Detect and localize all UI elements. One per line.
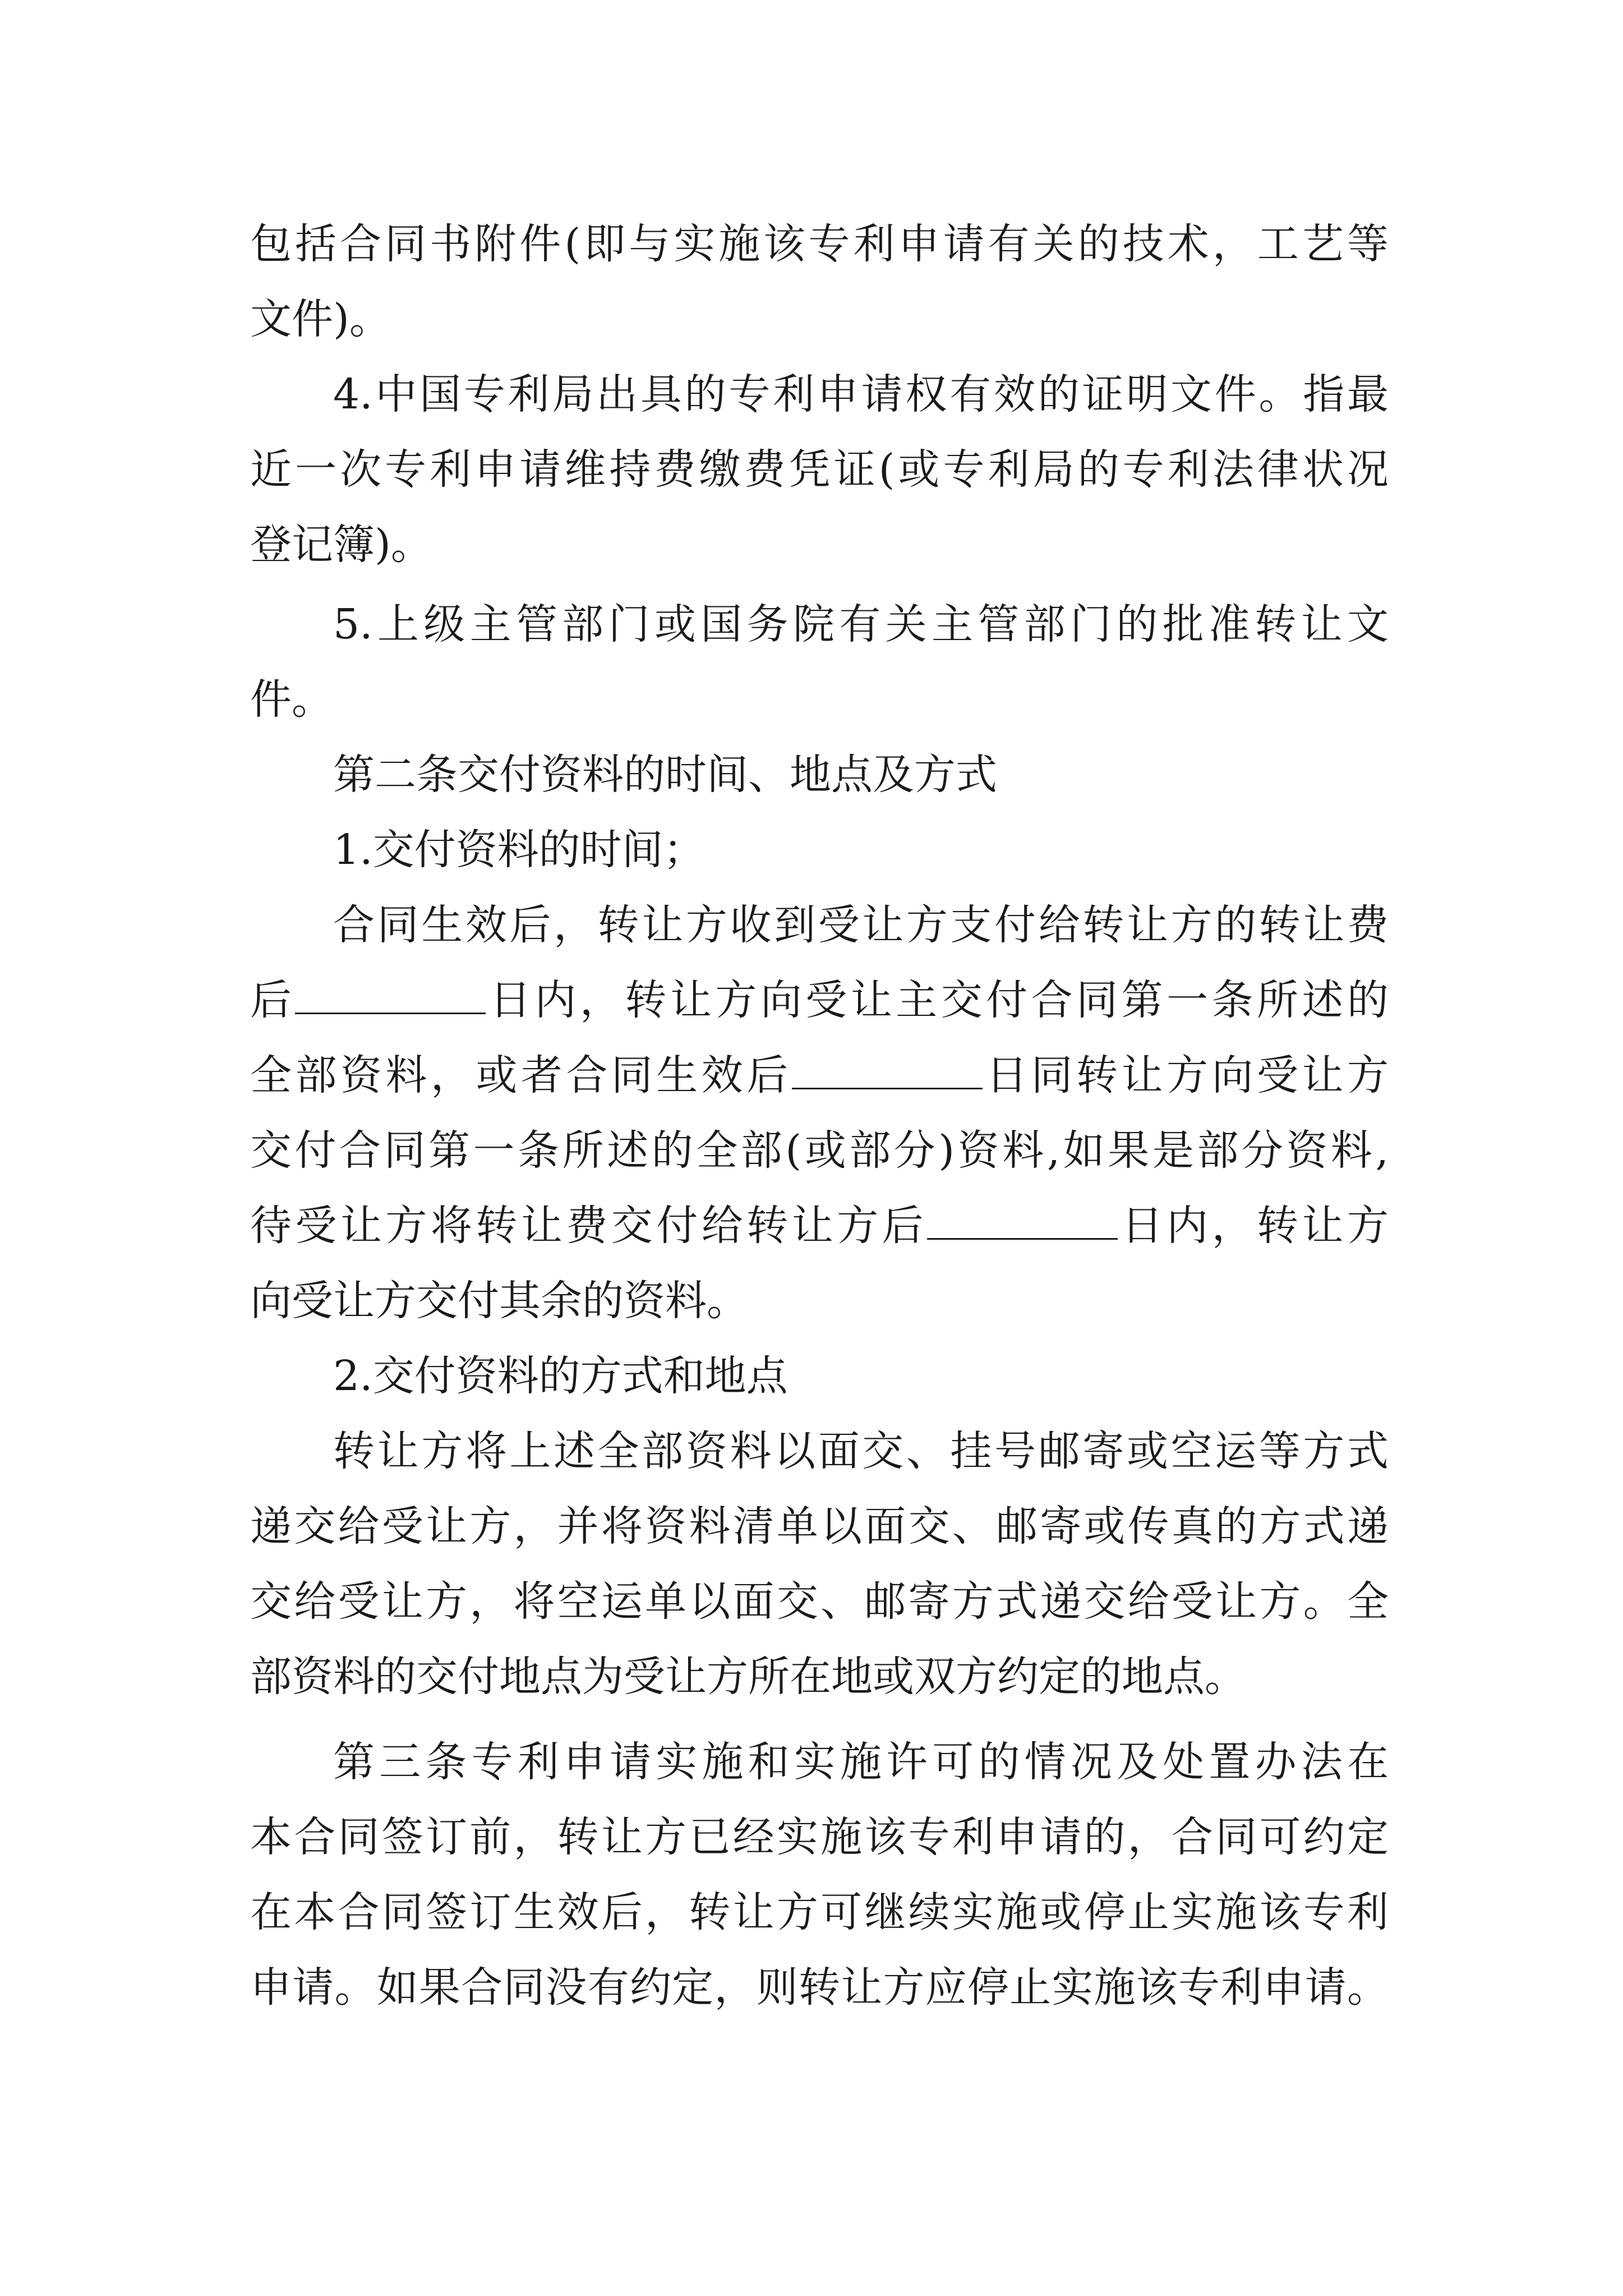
text-line: 4.中国专利局出具的专利申请权有效的证明文件。指最 (333, 370, 1389, 418)
text-line: 第三条专利申请实施和实施许可的情况及处置办法在 (333, 1738, 1389, 1786)
text-line: 近一次专利申请维持费缴费凭证(或专利局的专利法律状况 (250, 445, 1389, 494)
paragraph-line (250, 357, 1389, 432)
paragraph-line (250, 282, 1389, 357)
paragraph-line (250, 1263, 1389, 1338)
text-line: 日内，转让方向受让主交付合同第一条所述的 (486, 976, 1389, 1024)
text-line: 1.交付资料的时间； (333, 826, 705, 874)
text-line: 第二条交付资料的时间、地点及方式 (333, 751, 997, 799)
paragraph-line (250, 587, 1389, 662)
text-line: 后 (250, 976, 296, 1024)
paragraph-line (250, 1038, 1389, 1113)
text-line: 向受让方交付其余的资料。 (250, 1277, 748, 1325)
text-line: 交给受让方，将空运单以面交、邮寄方式递交给受让方。全 (250, 1577, 1389, 1626)
fill-in-blank[interactable] (792, 1054, 983, 1089)
paragraph-line (250, 1489, 1389, 1564)
paragraph-line (250, 887, 1389, 963)
text-line: 待受让方将转让费交付给转让方后 (250, 1202, 928, 1250)
text-line: 5.上级主管部门或国务院有关主管部门的批准转让文 (333, 600, 1389, 648)
text-line: 2.交付资料的方式和地点 (333, 1352, 788, 1400)
paragraph-line (250, 1564, 1389, 1639)
paragraph-line (250, 1188, 1389, 1263)
text-line: 件。 (250, 675, 333, 724)
text-line: 合同生效后，转让方收到受让方支付给转让方的转让费 (333, 901, 1389, 949)
text-line: 包括合同书附件(即与实施该专利申请有关的技术，工艺等 (250, 220, 1389, 268)
paragraph-line (250, 1113, 1389, 1188)
text-line: 全部资料，或者合同生效后 (250, 1051, 792, 1099)
paragraph-line (250, 963, 1389, 1038)
paragraph-line (250, 1639, 1389, 1714)
text-line: 申请。如果合同没有约定，则转让方应停止实施该专利申请。 (250, 1963, 1389, 2012)
paragraph-line (250, 1414, 1389, 1489)
section-heading (250, 737, 1389, 812)
text-line: 日同转让方向受让方 (982, 1051, 1389, 1099)
text-line: 日内，转让方 (1118, 1202, 1389, 1250)
paragraph-line (250, 662, 1389, 737)
document-page (250, 206, 1389, 2025)
subsection-heading (250, 812, 1389, 887)
paragraph-line (250, 1724, 1389, 1800)
text-line: 部资料的交付地点为受让方所在地或双方约定的地点。 (250, 1653, 1246, 1701)
text-line: 登记簿)。 (250, 521, 432, 569)
text-line: 文件)。 (250, 295, 391, 343)
paragraph-line (250, 432, 1389, 507)
fill-in-blank[interactable] (927, 1204, 1118, 1240)
paragraph-line (250, 1875, 1389, 1950)
subsection-heading (250, 1338, 1389, 1414)
fill-in-blank[interactable] (295, 979, 486, 1014)
text-line: 交付合同第一条所述的全部(或部分)资料,如果是部分资料, (250, 1126, 1389, 1175)
text-line: 在本合同签订生效后，转让方可继续实施或停止实施该专利 (250, 1888, 1389, 1936)
paragraph-line (250, 507, 1389, 582)
text-line: 本合同签订前，转让方已经实施该专利申请的，合同可约定 (250, 1813, 1389, 1861)
paragraph-line (250, 1950, 1389, 2025)
text-line: 转让方将上述全部资料以面交、挂号邮寄或空运等方式 (333, 1427, 1389, 1475)
text-line: 递交给受让方，并将资料清单以面交、邮寄或传真的方式递 (250, 1502, 1389, 1550)
paragraph-line (250, 206, 1389, 282)
paragraph-line (250, 1800, 1389, 1875)
